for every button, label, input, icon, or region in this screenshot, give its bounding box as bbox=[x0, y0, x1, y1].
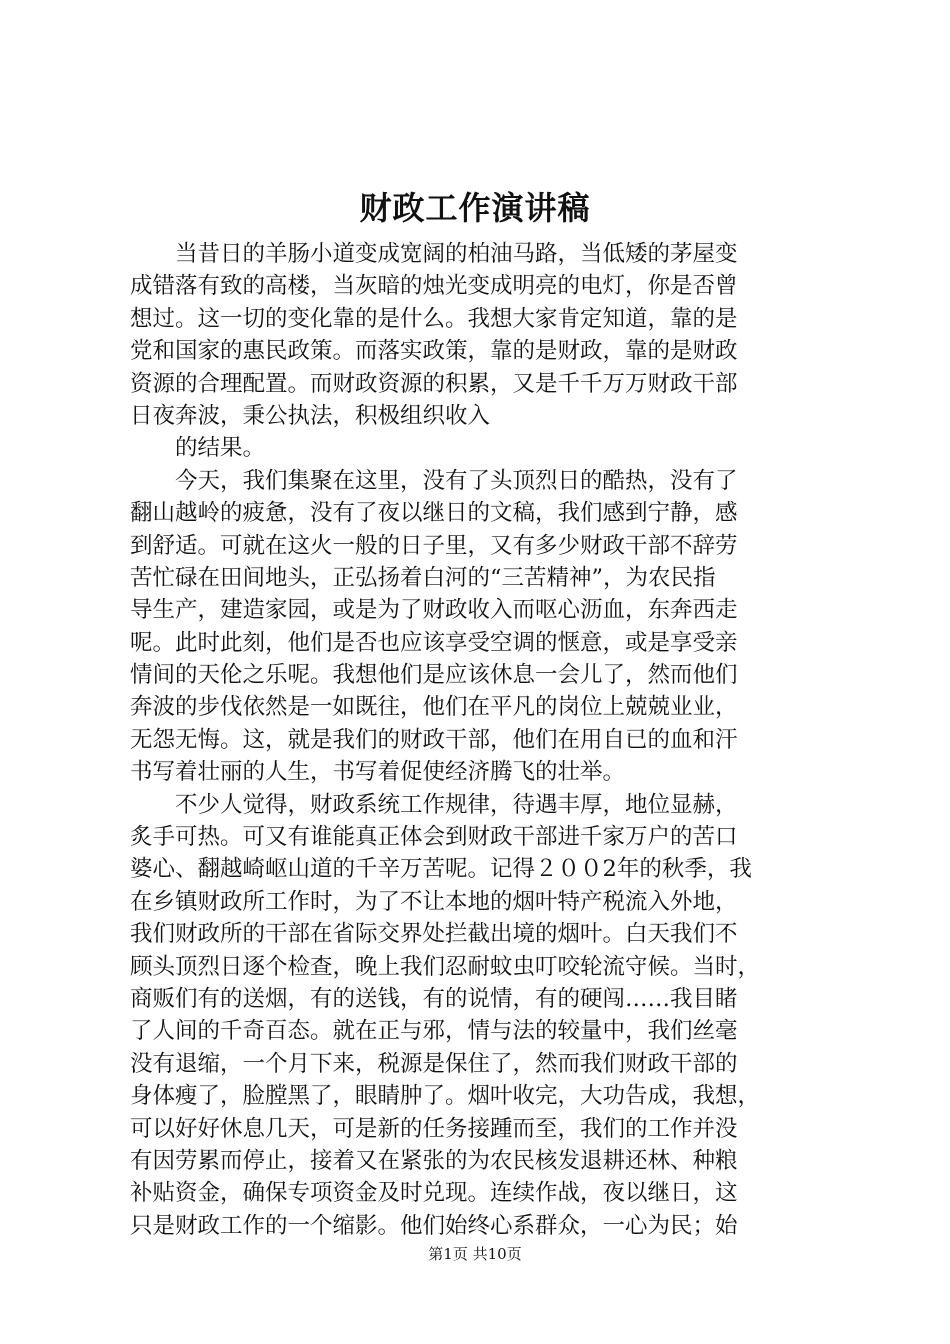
body-line: 成错落有致的高楼，当灰暗的烛光变成明亮的电灯，你是否曾 bbox=[130, 273, 738, 300]
body-line: 资源的合理配置。而财政资源的积累，又是千千万万财政干部 bbox=[130, 370, 738, 397]
body-line: 呢。此时此刻，他们是否也应该享受空调的惬意，或是享受亲 bbox=[130, 629, 738, 656]
body-line: 情间的天伦之乐呢。我想他们是应该休息一会儿了，然而他们 bbox=[130, 662, 738, 689]
body-line: 我们财政所的干部在省际交界处拦截出境的烟叶。白天我们不 bbox=[130, 921, 738, 948]
page-footer: 第1页 共10页 bbox=[428, 1245, 522, 1263]
body-line: 书写着壮丽的人生，书写着促使经济腾飞的壮举。 bbox=[130, 759, 626, 786]
body-line: 不少人觉得，财政系统工作规律，待遇丰厚，地位显赫， bbox=[130, 791, 738, 818]
body-line: 今天，我们集聚在这里，没有了头顶烈日的酷热，没有了 bbox=[130, 467, 738, 494]
body-line: 在乡镇财政所工作时，为了不让本地的烟叶特产税流入外地， bbox=[130, 888, 738, 915]
body-line: 苦忙碌在田间地头，正弘扬着白河的“三苦精神”，为农民指 bbox=[130, 564, 716, 591]
body-line: 党和国家的惠民政策。而落实政策，靠的是财政，靠的是财政 bbox=[130, 338, 738, 365]
body-line: 无怨无悔。这，就是我们的财政干部，他们在用自已的血和汗 bbox=[130, 726, 738, 753]
body-line: 当昔日的羊肠小道变成宽阔的柏油马路，当低矮的茅屋变 bbox=[130, 241, 738, 267]
body-line: 可以好好休息几天，可是新的任务接踵而至，我们的工作并没 bbox=[130, 1115, 738, 1142]
body-line: 炙手可热。可又有谁能真正体会到财政干部进千家万户的苦口 bbox=[130, 824, 738, 851]
body-line: 没有退缩，一个月下来，税源是保住了，然而我们财政干部的 bbox=[130, 1050, 738, 1077]
body-line: 补贴资金，确保专项资金及时兑现。连续作战，夜以继日，这 bbox=[130, 1180, 738, 1207]
body-line: 商贩们有的送烟，有的送钱，有的说情，有的硬闯……我目睹 bbox=[130, 985, 738, 1012]
body-line: 奔波的步伐依然是一如既往，他们在平凡的岗位上兢兢业业， bbox=[130, 694, 738, 721]
document-body bbox=[130, 238, 830, 1242]
body-line: 了人间的千奇百态。就在正与邪，情与法的较量中，我们丝毫 bbox=[130, 1018, 738, 1045]
body-line: 想过。这一切的变化靠的是什么。我想大家肯定知道，靠的是 bbox=[130, 305, 738, 332]
body-line: 翻山越岭的疲惫，没有了夜以继日的文稿，我们感到宁静，感 bbox=[130, 500, 738, 527]
document-title: 财政工作演讲稿 bbox=[359, 189, 591, 227]
body-line: 只是财政工作的一个缩影。他们始终心系群众，一心为民；始 bbox=[130, 1212, 738, 1239]
body-line: 的结果。 bbox=[130, 435, 266, 462]
body-line: 日夜奔波，秉公执法，积极组织收入 bbox=[130, 402, 491, 429]
body-line: 顾头顶烈日逐个检查，晚上我们忍耐蚊虫叮咬轮流守候。当时， bbox=[130, 953, 761, 980]
body-line: 导生产，建造家园，或是为了财政收入而呕心沥血，东奔西走 bbox=[130, 597, 738, 624]
body-line: 婆心、翻越崎岖山道的千辛万苦呢。记得２００2年的秋季，我 bbox=[130, 856, 752, 883]
body-line: 有因劳累而停止，接着又在紧张的为农民核发退耕还林、种粮 bbox=[130, 1147, 738, 1174]
body-line: 身体瘦了，脸膛黑了，眼睛肿了。烟叶收完，大功告成，我想， bbox=[130, 1083, 761, 1110]
body-line: 到舒适。可就在这火一般的日子里，又有多少财政干部不辞劳 bbox=[130, 532, 738, 559]
